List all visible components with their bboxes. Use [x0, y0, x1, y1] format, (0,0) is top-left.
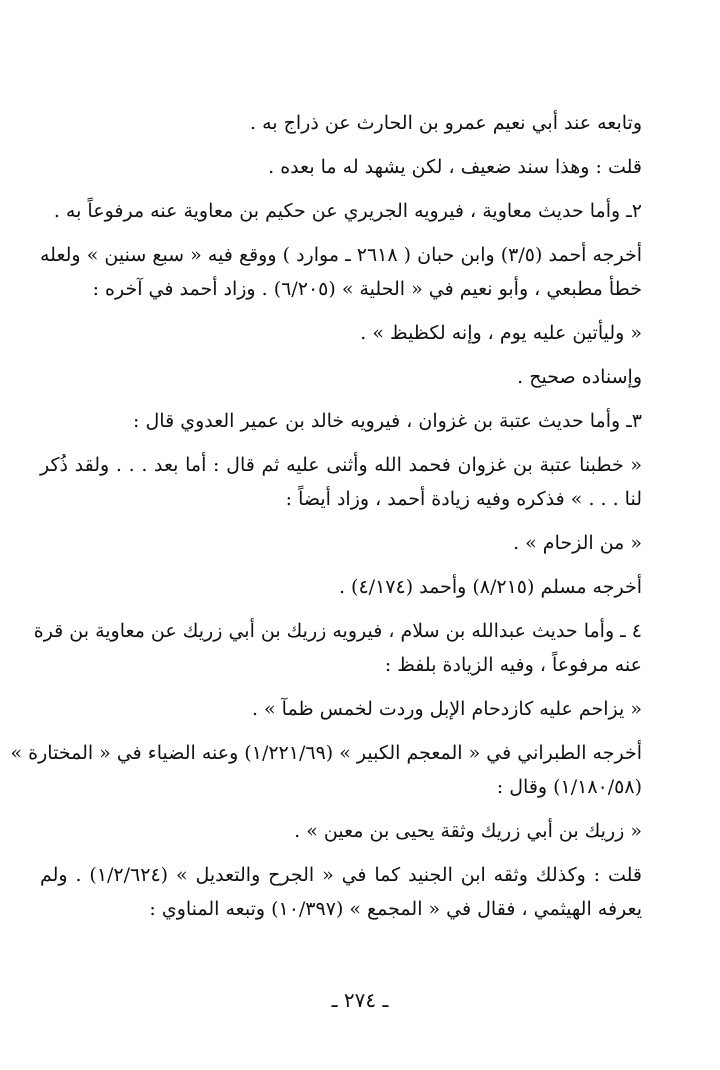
paragraph [40, 448, 642, 516]
text-line: ٣ـ وأما حديث عتبة بن غزوان ، فيرويه خالد بن عمير العدوي قال : [133, 410, 642, 432]
paragraph [40, 526, 642, 560]
text-line: ٤ ـ وأما حديث عبدالله بن سلام ، فيرويه زريك بن أبي زريك عن معاوية بن قرة [33, 620, 642, 642]
text-line: « زريك بن أبي زريك وثقة يحيى بن معين » . [294, 820, 642, 842]
paragraph [10, 736, 642, 804]
paragraph [40, 858, 642, 926]
text-line: قلت : وكذلك وثقه ابن الجنيد كما في « الجرح والتعديل » (١/٢/٦٢٤) . ولم [40, 864, 642, 886]
paragraph [40, 316, 642, 350]
text-line: « يزاحم عليه كازدحام الإبل وردت لخمس ظمآ » . [251, 698, 642, 720]
text-line: ٢ـ وأما حديث معاوية ، فيرويه الجريري عن حكيم بن معاوية عنه مرفوعاً به . [53, 200, 642, 222]
text-line: عنه مرفوعاً ، وفيه الزيادة بلفظ : [384, 654, 642, 676]
text-line: أخرجه أحمد (٣/٥) وابن حبان ( ٢٦١٨ ـ موارد ) ووقع فيه « سبع سنين » ولعله [40, 244, 642, 266]
page-number: ـ ٢٧٤ ـ [331, 988, 389, 1012]
text-line: (١/١٨٠/٥٨) وقال : [496, 776, 642, 798]
text-line: قلت : وهذا سند ضعيف ، لكن يشهد له ما بعده . [268, 156, 642, 178]
paragraph [40, 814, 642, 848]
paragraph [33, 614, 642, 682]
paragraph [40, 692, 642, 726]
text-line: « من الزحام » . [513, 532, 642, 554]
paragraph [40, 404, 642, 438]
text-line: يعرفه الهيثمي ، فقال في « المجمع » (١٠/٣٩٧) وتبعه المناوي : [149, 898, 642, 920]
paragraph [40, 570, 642, 604]
paragraph [40, 360, 642, 394]
text-line: أخرجه الطبراني في « المعجم الكبير » (١/٢٢١/٦٩) وعنه الضياء في « المختارة » [10, 742, 642, 764]
paragraph [40, 238, 642, 306]
paragraph [40, 106, 642, 140]
text-line: لنا . . . » فذكره وفيه زيادة أحمد ، وزاد أيضاً : [285, 488, 642, 510]
text-line: خطأ مطبعي ، وأبو نعيم في « الحلية » (٦/٢٠٥) . وزاد أحمد في آخره : [92, 278, 642, 300]
text-line: وتابعه عند أبي نعيم عمرو بن الحارث عن ذراج به . [250, 112, 642, 134]
text-line: وإسناده صحيح . [517, 366, 642, 388]
paragraph [40, 150, 642, 184]
paragraph [40, 194, 642, 228]
text-line: « خطبنا عتبة بن غزوان فحمد الله وأثنى عليه ثم قال : أما بعد . . . ولقد ذُكر [40, 454, 642, 476]
body-text [10, 106, 642, 926]
text-line: « وليأتين عليه يوم ، وإنه لكظيظ » . [360, 322, 642, 344]
text-line: أخرجه مسلم (٨/٢١٥) وأحمد (٤/١٧٤) . [338, 576, 642, 598]
